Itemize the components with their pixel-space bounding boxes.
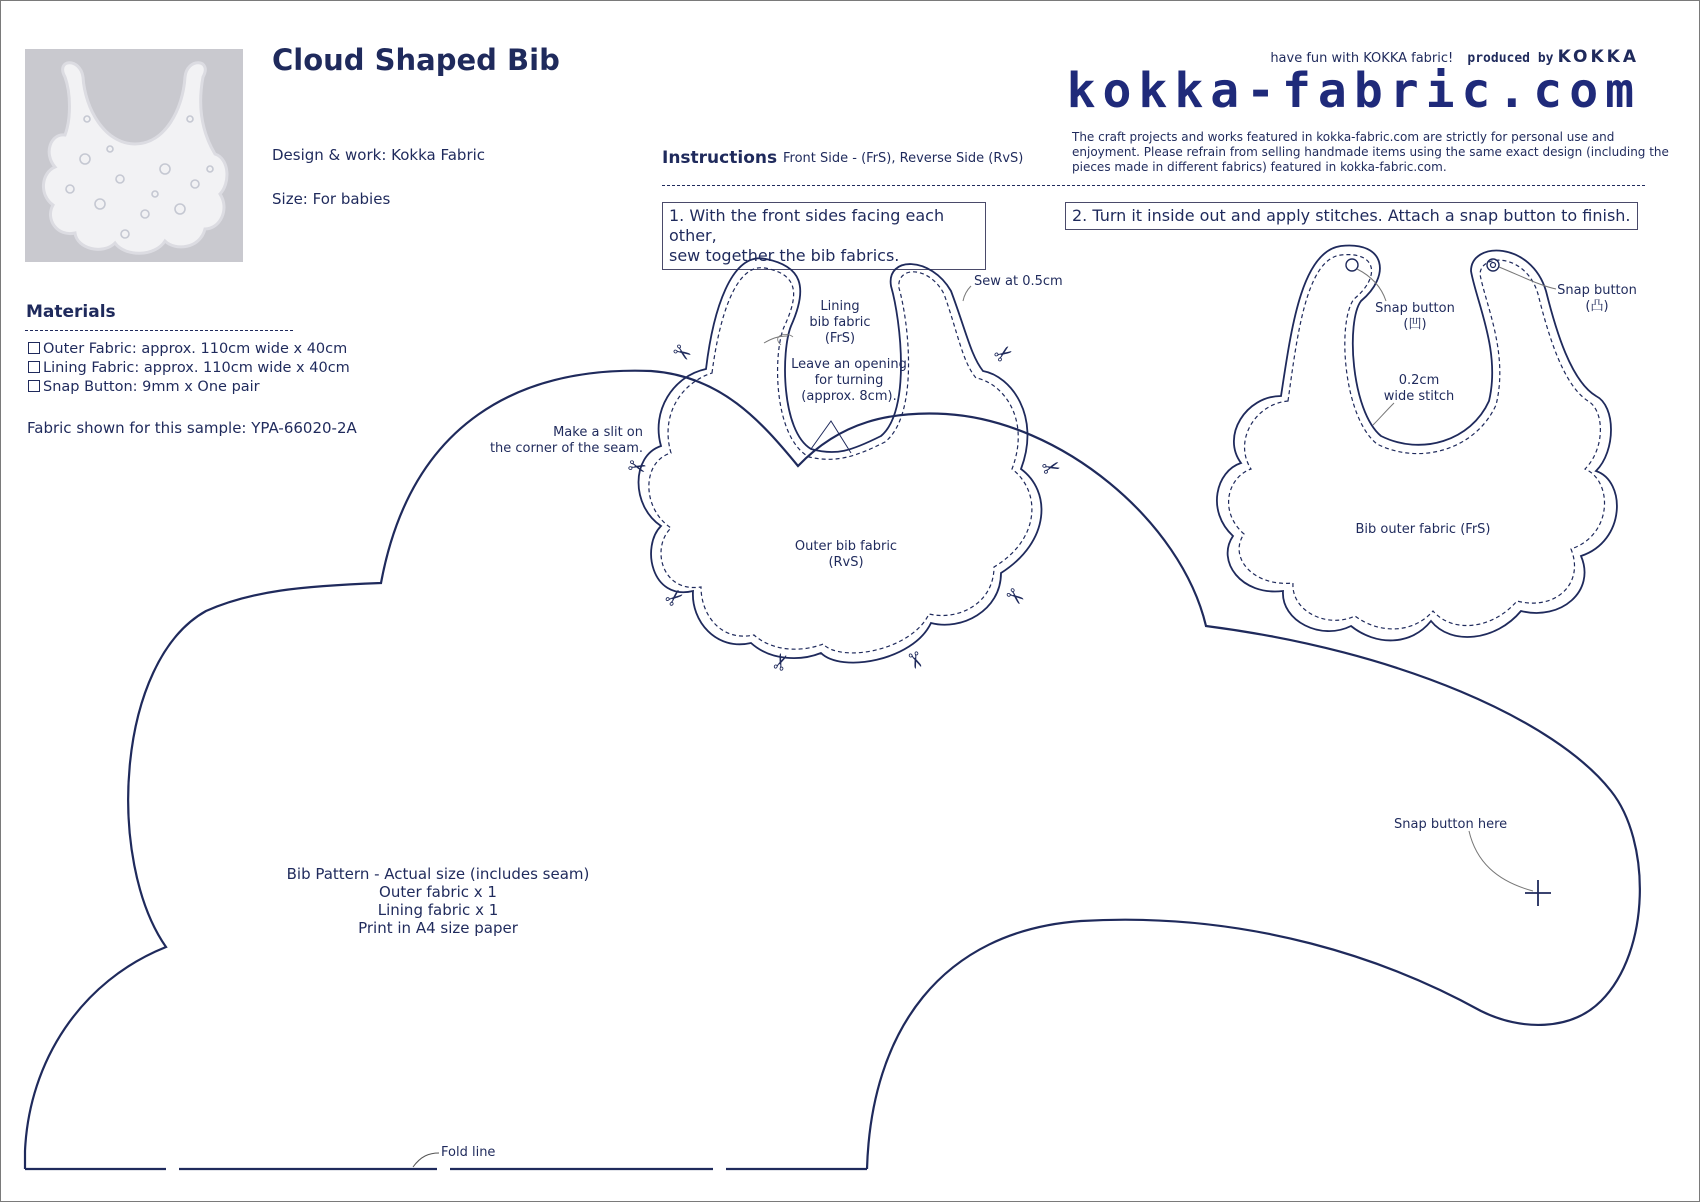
lining-label-2: bib fabric <box>809 315 871 330</box>
instructions-title: Instructions <box>662 148 778 168</box>
stitch-label <box>1369 373 1469 405</box>
step-1-line-2: sew together the bib fabrics. <box>669 246 900 265</box>
snap-male-label-2: (凸) <box>1585 299 1609 314</box>
svg-text:✂: ✂ <box>999 582 1030 614</box>
slit-label-1: Make a slit on <box>553 425 643 440</box>
snap-position-mark <box>1525 880 1551 906</box>
opening-label-1: Leave an opening <box>791 357 907 372</box>
svg-text:✂: ✂ <box>899 647 930 674</box>
snap-male-label <box>1547 283 1647 315</box>
lining-label-1: Lining <box>820 299 860 314</box>
material-item-text: Outer Fabric: approx. 110cm wide x 40cm <box>43 341 348 357</box>
page-title: Cloud Shaped Bib <box>272 43 560 77</box>
material-item-text: Lining Fabric: approx. 110cm wide x 40cm <box>43 360 350 376</box>
sew-label: Sew at 0.5cm <box>974 274 1063 289</box>
lining-label <box>801 299 879 347</box>
opening-label-2: for turning <box>814 373 884 388</box>
fold-line-label: Fold line <box>441 1145 496 1160</box>
bib-pattern-outline <box>25 371 1640 1169</box>
opening-label <box>782 357 916 405</box>
outer-frs-label: Bib outer fabric (FrS) <box>1355 522 1491 537</box>
lining-label-3: (FrS) <box>824 331 856 346</box>
outer-rvs-label-2: (RvS) <box>828 555 864 570</box>
snap-female-label <box>1365 301 1465 333</box>
instructions-legend: Front Side - (FrS), Reverse Side (RvS) <box>783 151 1024 166</box>
svg-text:✂: ✂ <box>660 583 691 615</box>
snap-here-label: Snap button here <box>1394 817 1508 832</box>
svg-text:✂: ✂ <box>767 649 798 676</box>
step-2-text: 2. Turn it inside out and apply stitches. Attach a snap button to finish. <box>1072 206 1631 225</box>
snap-female-label-2: (凹) <box>1403 317 1427 332</box>
pattern-info <box>238 865 638 937</box>
site-logo: kokka-fabric.com <box>1066 63 1641 119</box>
snap-male-label-1: Snap button <box>1557 283 1637 298</box>
sample-fabric: Fabric shown for this sample: YPA-66020-2A <box>27 419 357 437</box>
svg-text:✂: ✂ <box>1039 454 1064 484</box>
opening-label-3: (approx. 8cm). <box>801 389 897 404</box>
sew-leader <box>963 286 971 301</box>
usage-notice: The craft projects and works featured in kokka-fabric.com are strictly for personal use and enjoyment. Please refrain from selling handmade items using the same exact design (including the pieces made in different fabrics) featured in kokka-fabric.com. <box>1072 130 1669 174</box>
stitch-leader <box>1373 403 1394 425</box>
snap-leader <box>1469 831 1533 891</box>
size-info: Size: For babies <box>272 190 391 208</box>
pattern-line-art <box>1 1 1699 1201</box>
step-1-line-1: 1. With the front sides facing each other, <box>669 206 945 245</box>
tagline-text: have fun with KOKKA fabric! <box>1270 51 1454 66</box>
fold-leader <box>413 1153 439 1167</box>
lining-leader <box>764 336 788 343</box>
stitch-label-1: 0.2cm <box>1398 373 1440 388</box>
materials-title: Materials <box>26 302 116 322</box>
material-item-text: Snap Button: 9mm x One pair <box>43 379 260 395</box>
design-credit: Design & work: Kokka Fabric <box>272 146 486 164</box>
svg-text:✂: ✂ <box>666 338 697 370</box>
stitch-label-2: wide stitch <box>1383 389 1455 404</box>
pattern-info-line-4: Print in A4 size paper <box>358 919 518 937</box>
slit-label <box>467 425 643 457</box>
pattern-info-line-1: Bib Pattern - Actual size (includes seam) <box>286 865 590 883</box>
pattern-info-line-2: Outer fabric x 1 <box>379 883 497 901</box>
outer-rvs-label <box>771 539 921 571</box>
produced-by-label: produced by <box>1467 51 1554 66</box>
outer-rvs-label-1: Outer bib fabric <box>794 539 898 554</box>
snap-female-label-1: Snap button <box>1375 301 1455 316</box>
svg-text:✂: ✂ <box>624 453 649 483</box>
svg-text:✂: ✂ <box>989 339 1019 371</box>
slit-label-2: the corner of the seam. <box>489 441 643 456</box>
pattern-info-line-3: Lining fabric x 1 <box>377 901 499 919</box>
brand-name: KOKKA <box>1557 47 1639 67</box>
